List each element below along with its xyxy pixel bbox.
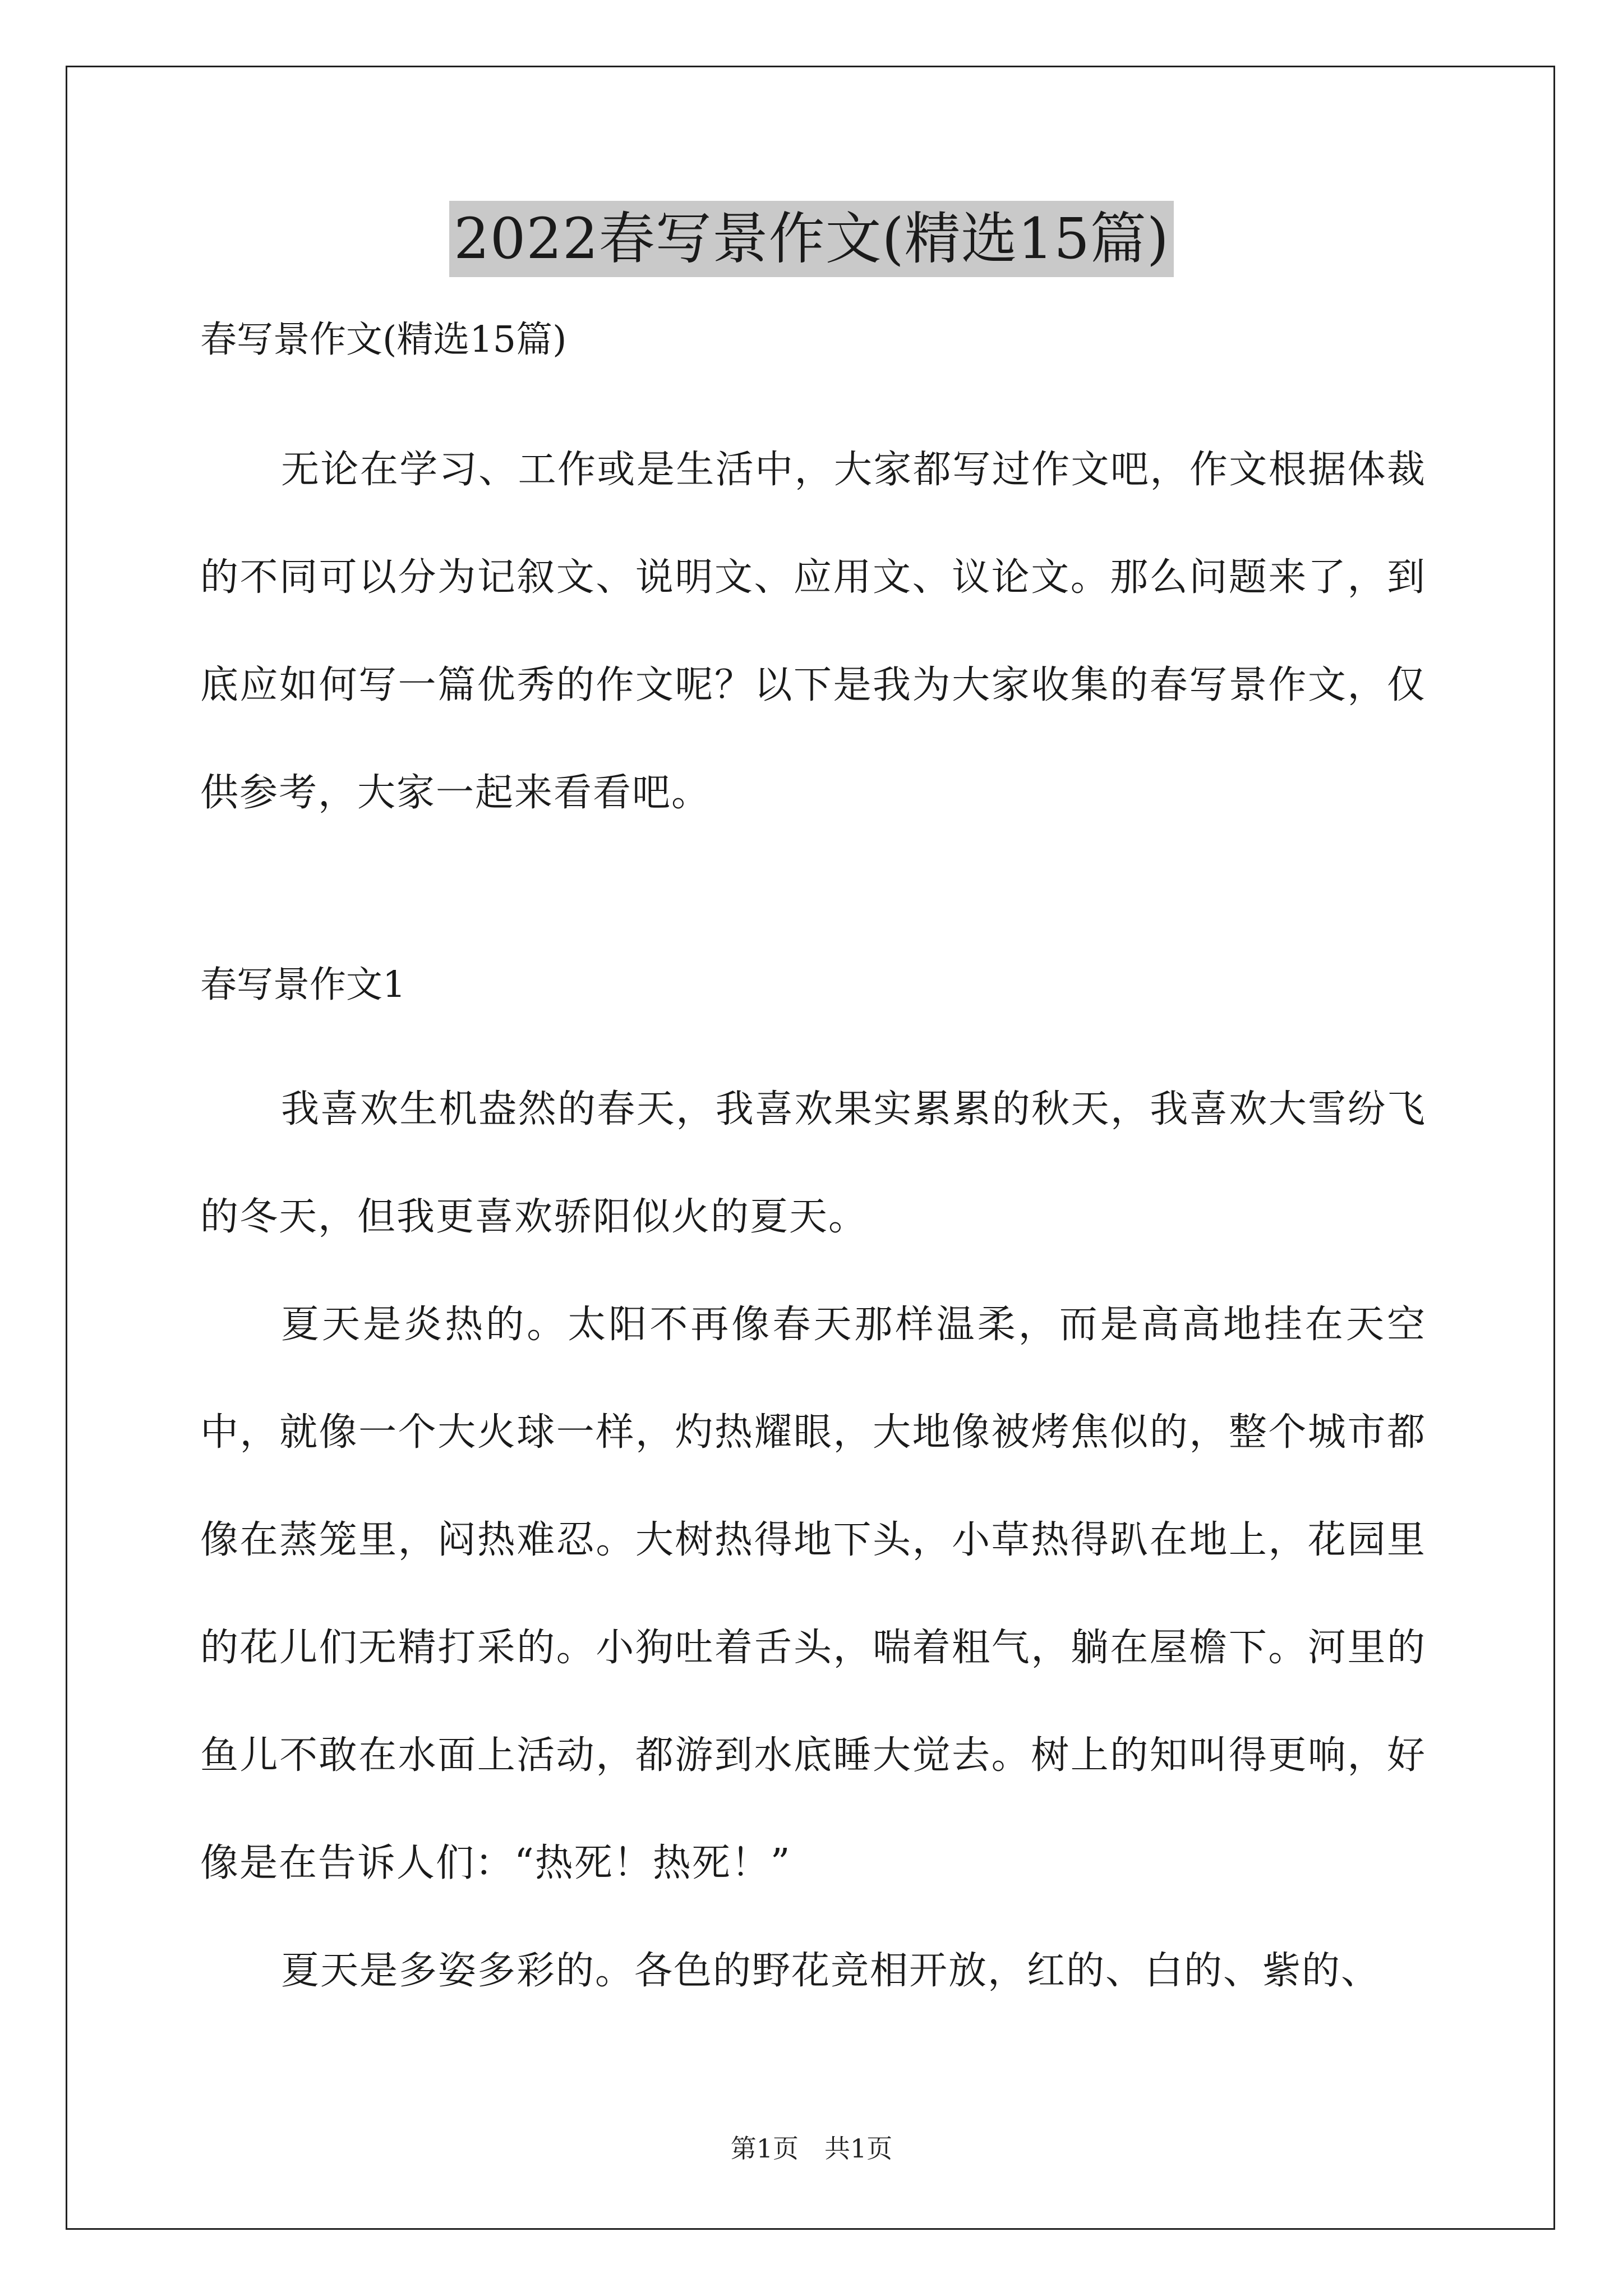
- title-container: [0, 201, 1623, 277]
- page-total: 共1页: [824, 2133, 893, 2164]
- section-heading: 春写景作文1: [200, 964, 406, 1006]
- page-footer: [0, 2132, 1623, 2165]
- page-number: 第1页: [730, 2133, 799, 2164]
- body-paragraph-3: 夏天是多姿多彩的。各色的野花竞相开放，红的、白的、紫的、: [281, 1949, 1381, 1993]
- body-paragraph-2: 夏天是炎热的。太阳不再像春天那样温柔，而是高高地挂在天空中，就像一个大火球一样，灼热耀眼，大地像被烤焦似的，整个城市都像在蒸笼里，闷热难忍。大树热得地下头，小草热得趴在地上，花园里的花儿们无精打采的。小狗吐着舌头，喘着粗气，躺在屋檐下。河里的鱼儿不敢在水面上活动，都游到水底睡大觉去。树上的知叫得更响，好像是在告诉人们：“热死！热死！”: [200, 1303, 1426, 1885]
- document-title: 2022春写景作文(精选15篇): [449, 201, 1174, 277]
- document-body: [200, 314, 1426, 2025]
- document-subtitle: 春写景作文(精选15篇): [200, 319, 567, 361]
- body-paragraph-1: 我喜欢生机盎然的春天，我喜欢果实累累的秋天，我喜欢大雪纷飞的冬天，但我更喜欢骄阳似火的夏天。: [200, 1087, 1426, 1239]
- intro-paragraph: 无论在学习、工作或是生活中，大家都写过作文吧，作文根据体裁的不同可以分为记叙文、说明文、应用文、议论文。那么问题来了，到底应如何写一篇优秀的作文呢？以下是我为大家收集的春写景作文，仅供参考，大家一起来看看吧。: [200, 448, 1426, 815]
